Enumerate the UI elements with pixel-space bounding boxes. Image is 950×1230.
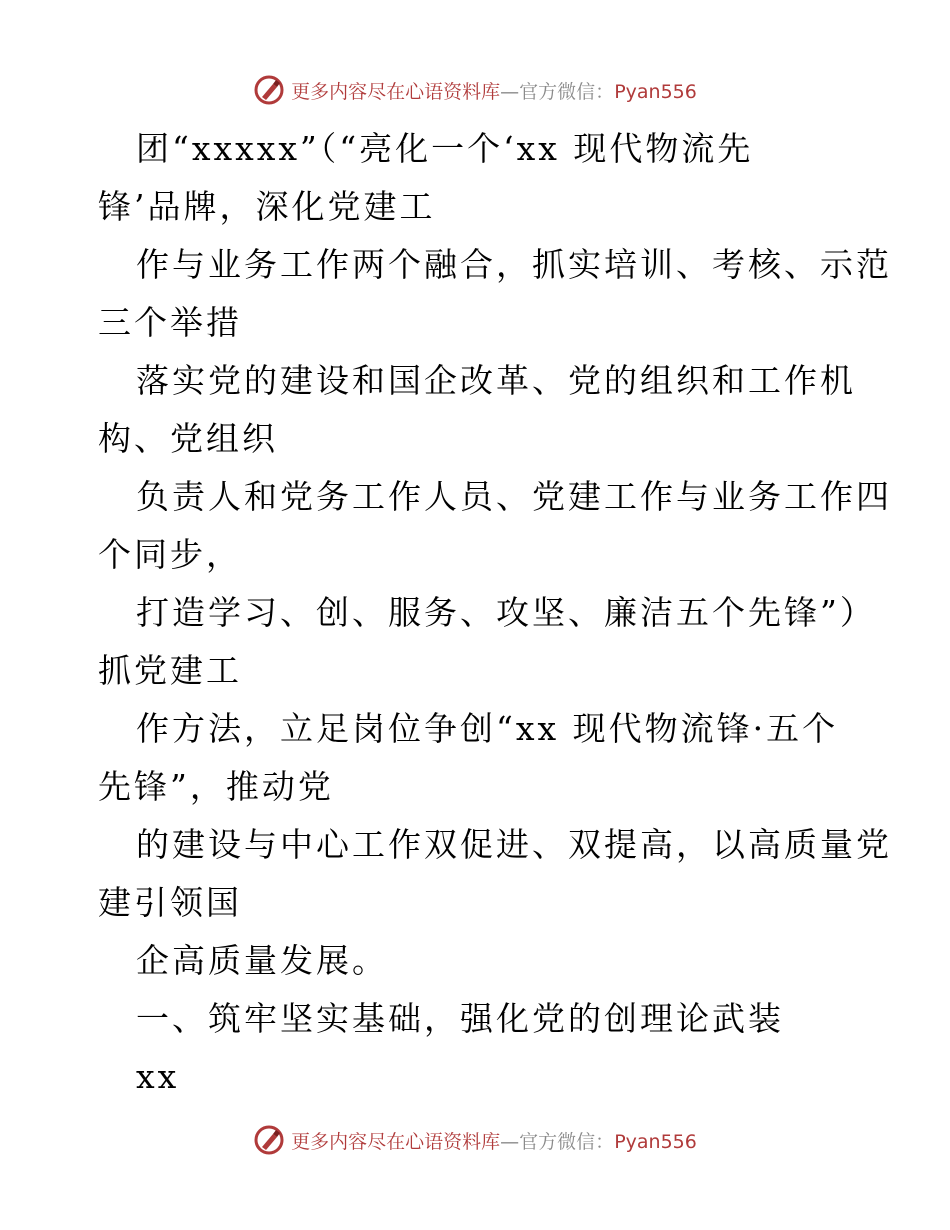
header-banner-inner	[253, 74, 697, 106]
body-line: 抓党建工	[98, 651, 242, 690]
header-banner-wechat-id: Pyan556	[614, 80, 697, 103]
footer-banner-wechat-label: 官方微信：	[519, 1130, 615, 1153]
header-banner-main: 更多内容尽在心语资料库	[291, 80, 501, 103]
body-line: 作方法，立足岗位争创“xx 现代物流锋·五个	[136, 709, 839, 748]
pen-logo-icon	[253, 1124, 285, 1156]
header-banner-dash: —	[500, 80, 520, 103]
body-line: 作与业务工作两个融合，抓实培训、考核、示范	[136, 245, 892, 284]
body-line: 个同步，	[98, 535, 242, 574]
footer-banner-wechat-id: Pyan556	[614, 1130, 697, 1153]
body-line: 团“xxxxx”（“亮化一个‘xx 现代物流先	[136, 129, 754, 168]
body-line: 负责人和党务工作人员、党建工作与业务工作四	[136, 477, 892, 516]
body-line: xx	[136, 1057, 180, 1096]
header-banner-text	[291, 77, 697, 104]
body-line: 先锋”，推动党	[98, 767, 334, 806]
body-line: 企高质量发展。	[136, 941, 388, 980]
header-banner	[0, 70, 950, 110]
footer-banner-main: 更多内容尽在心语资料库	[291, 1130, 501, 1153]
pen-logo-icon	[253, 74, 285, 106]
body-line: 建引领国	[98, 883, 242, 922]
section-heading: 一、筑牢坚实基础，强化党的创理论武装	[136, 999, 784, 1038]
footer-banner-inner	[253, 1124, 697, 1156]
body-line: 打造学习、创、服务、攻坚、廉洁五个先锋”）	[136, 593, 876, 632]
header-banner-wechat-label: 官方微信：	[519, 80, 615, 103]
footer-banner-text	[291, 1127, 697, 1154]
body-line: 落实党的建设和国企改革、党的组织和工作机	[136, 361, 856, 400]
body-line: 三个举措	[98, 303, 242, 342]
body-line: 锋’品牌，深化党建工	[98, 187, 436, 226]
footer-banner-dash: —	[500, 1130, 520, 1153]
document-body	[98, 120, 892, 1106]
footer-banner	[0, 1120, 950, 1160]
body-line: 的建设与中心工作双促进、双提高，以高质量党	[136, 825, 892, 864]
body-line: 构、党组织	[98, 419, 278, 458]
